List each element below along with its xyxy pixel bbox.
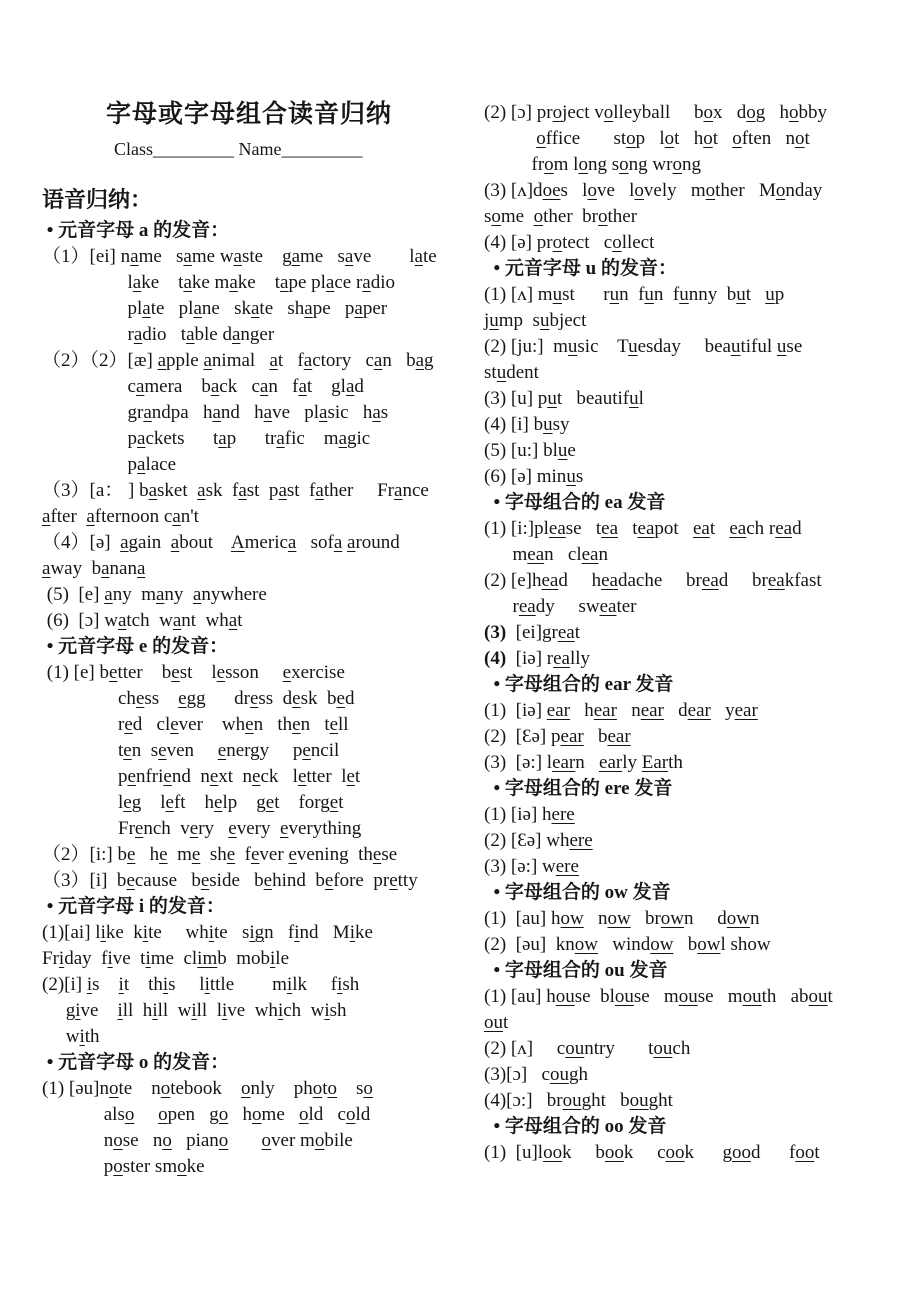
phonics-line: out	[484, 1012, 509, 1033]
phonics-line: lake take make tape place radio	[42, 272, 396, 293]
phonics-line: (1) [əu]note notebook only photo so	[42, 1078, 373, 1099]
phonics-line: mean clean	[484, 544, 608, 565]
phonics-line: (2)[i] is it this little milk fish	[42, 974, 360, 995]
phonics-line: camera back can fat glad	[42, 376, 364, 397]
phonics-line: (2) [e]head headache bread breakfast	[484, 570, 822, 591]
phonics-line: office stop lot hot often not	[536, 128, 810, 149]
phonics-line: (3) [ei]great	[484, 622, 581, 643]
phonics-line: (4) [ə] protect collect	[484, 232, 655, 253]
phonics-line: red clever when then tell	[42, 714, 349, 735]
main-heading: 语音归纳：	[42, 187, 153, 212]
phonics-line: (2) [Ɛə] pear bear	[484, 726, 631, 747]
phonics-line: (2) [ju:] music Tuesday beautiful use	[484, 336, 803, 357]
phonics-line: (5) [e] any many anywhere	[42, 584, 267, 605]
phonics-line: chess egg dress desk bed	[42, 688, 355, 709]
phonics-line: (2) [əu] know window bowl show	[484, 934, 771, 955]
phonics-line: grandpa hand have plasic has	[42, 402, 389, 423]
phonics-line: （2）[i:] be he me she fever evening these	[42, 844, 398, 865]
phonics-line: (6) [ə] minus	[484, 466, 584, 487]
phonics-line: poster smoke	[42, 1156, 205, 1177]
phonics-line: penfriend next neck letter let	[42, 766, 361, 787]
phonics-line: (2) [ʌ] country touch	[484, 1038, 691, 1059]
phonics-line: (3) [ʌ]does love lovely mother Monday	[484, 180, 823, 201]
phonics-line: (1) [au] house blouse mouse mouth about	[484, 986, 833, 1007]
spacer	[42, 164, 478, 182]
phonics-line: (3) [u] put beautiful	[484, 388, 644, 409]
phonics-line: (1) [au] how now brown down	[484, 908, 760, 929]
phonics-line: also open go home old cold	[42, 1104, 371, 1125]
phonics-line: student	[484, 362, 539, 383]
section-heading: • 元音字母 u 的发音：	[484, 258, 677, 279]
phonics-line: (3) [ə:] were	[484, 856, 579, 877]
phonics-line: (1)[ai] like kite white sign find Mike	[42, 922, 373, 943]
section-heading: • 元音字母 e 的发音：	[42, 636, 229, 657]
phonics-line: French very every everything	[42, 818, 362, 839]
section-heading: • 字母组合的 ou 发音	[484, 960, 668, 981]
phonics-line: ten seven energy pencil	[42, 740, 340, 761]
phonics-line: (1) [e] better best lesson exercise	[42, 662, 345, 683]
section-heading: • 元音字母 i 的发音：	[42, 896, 225, 917]
section-heading: • 元音字母 o 的发音：	[42, 1052, 230, 1073]
section-heading: • 字母组合的 ow 发音	[484, 882, 671, 903]
phonics-line: packets tap trafic magic	[42, 428, 371, 449]
class-name-line: Class_________ Name_________	[114, 139, 363, 159]
phonics-line: （4）[ə] again about America sofa around	[42, 532, 400, 553]
phonics-line: ready sweater	[484, 596, 637, 617]
document-title: 字母或字母组合读音归纳	[106, 101, 393, 128]
phonics-line: with	[42, 1026, 100, 1047]
phonics-line: （3）[a： ] basket ask fast past father France	[42, 480, 429, 501]
phonics-line: after afternoon can't	[42, 506, 199, 527]
phonics-line: plate plane skate shape paper	[42, 298, 388, 319]
phonics-line: give ill hill will live which wish	[42, 1000, 347, 1021]
phonics-line: (1) [ʌ] must run fun funny but up	[484, 284, 785, 305]
phonics-line: nose no piano over mobile	[42, 1130, 353, 1151]
phonics-line: (1) [iə] ear hear near dear year	[484, 700, 758, 721]
section-heading: • 字母组合的 oo 发音	[484, 1116, 667, 1137]
phonics-line: (1) [i:]please tea teapot eat each read	[484, 518, 802, 539]
phonics-line: (4)[ɔ:] brought bought	[484, 1090, 673, 1111]
phonics-line: (6) [ɔ] watch want what	[42, 610, 243, 631]
section-heading: • 元音字母 a 的发音：	[42, 220, 230, 241]
phonics-line: from long song wrong	[484, 154, 701, 175]
phonics-line: (4) [iə] really	[484, 648, 591, 669]
section-heading: • 字母组合的 ere 发音	[484, 778, 673, 799]
phonics-line: palace	[42, 454, 177, 475]
phonics-line: (5) [u:] blue	[484, 440, 576, 461]
phonics-line: (4) [i] busy	[484, 414, 570, 435]
phonics-line: some other brother	[484, 206, 638, 227]
phonics-line: (2) [Ɛə] where	[484, 830, 593, 851]
left-column	[42, 96, 478, 1180]
phonics-line: radio table danger	[42, 324, 275, 345]
phonics-line: (1) [iə] here	[484, 804, 575, 825]
phonics-line: （3）[i] because beside behind before pretty	[42, 870, 418, 891]
phonics-line: （2）（2）[æ] apple animal at factory can bag	[42, 350, 434, 371]
phonics-line: (1) [u]look book cook good foot	[484, 1142, 820, 1163]
phonics-line: (3) [ə:] learn early Earth	[484, 752, 683, 773]
section-heading: • 字母组合的 ear 发音	[484, 674, 674, 695]
phonics-line: leg left help get forget	[42, 792, 344, 813]
phonics-line: （1）[ei] name same waste game save late	[42, 246, 437, 267]
phonics-line: (2) [ɔ] project volleyball box dog hobby	[484, 102, 827, 123]
right-column	[484, 100, 916, 1166]
phonics-line: jump subject	[484, 310, 587, 331]
phonics-line: (3)[ɔ] cough	[484, 1064, 588, 1085]
phonics-line: away banana	[42, 558, 146, 579]
phonics-line: Friday five time climb mobile	[42, 948, 290, 969]
section-heading: • 字母组合的 ea 发音	[484, 492, 666, 513]
